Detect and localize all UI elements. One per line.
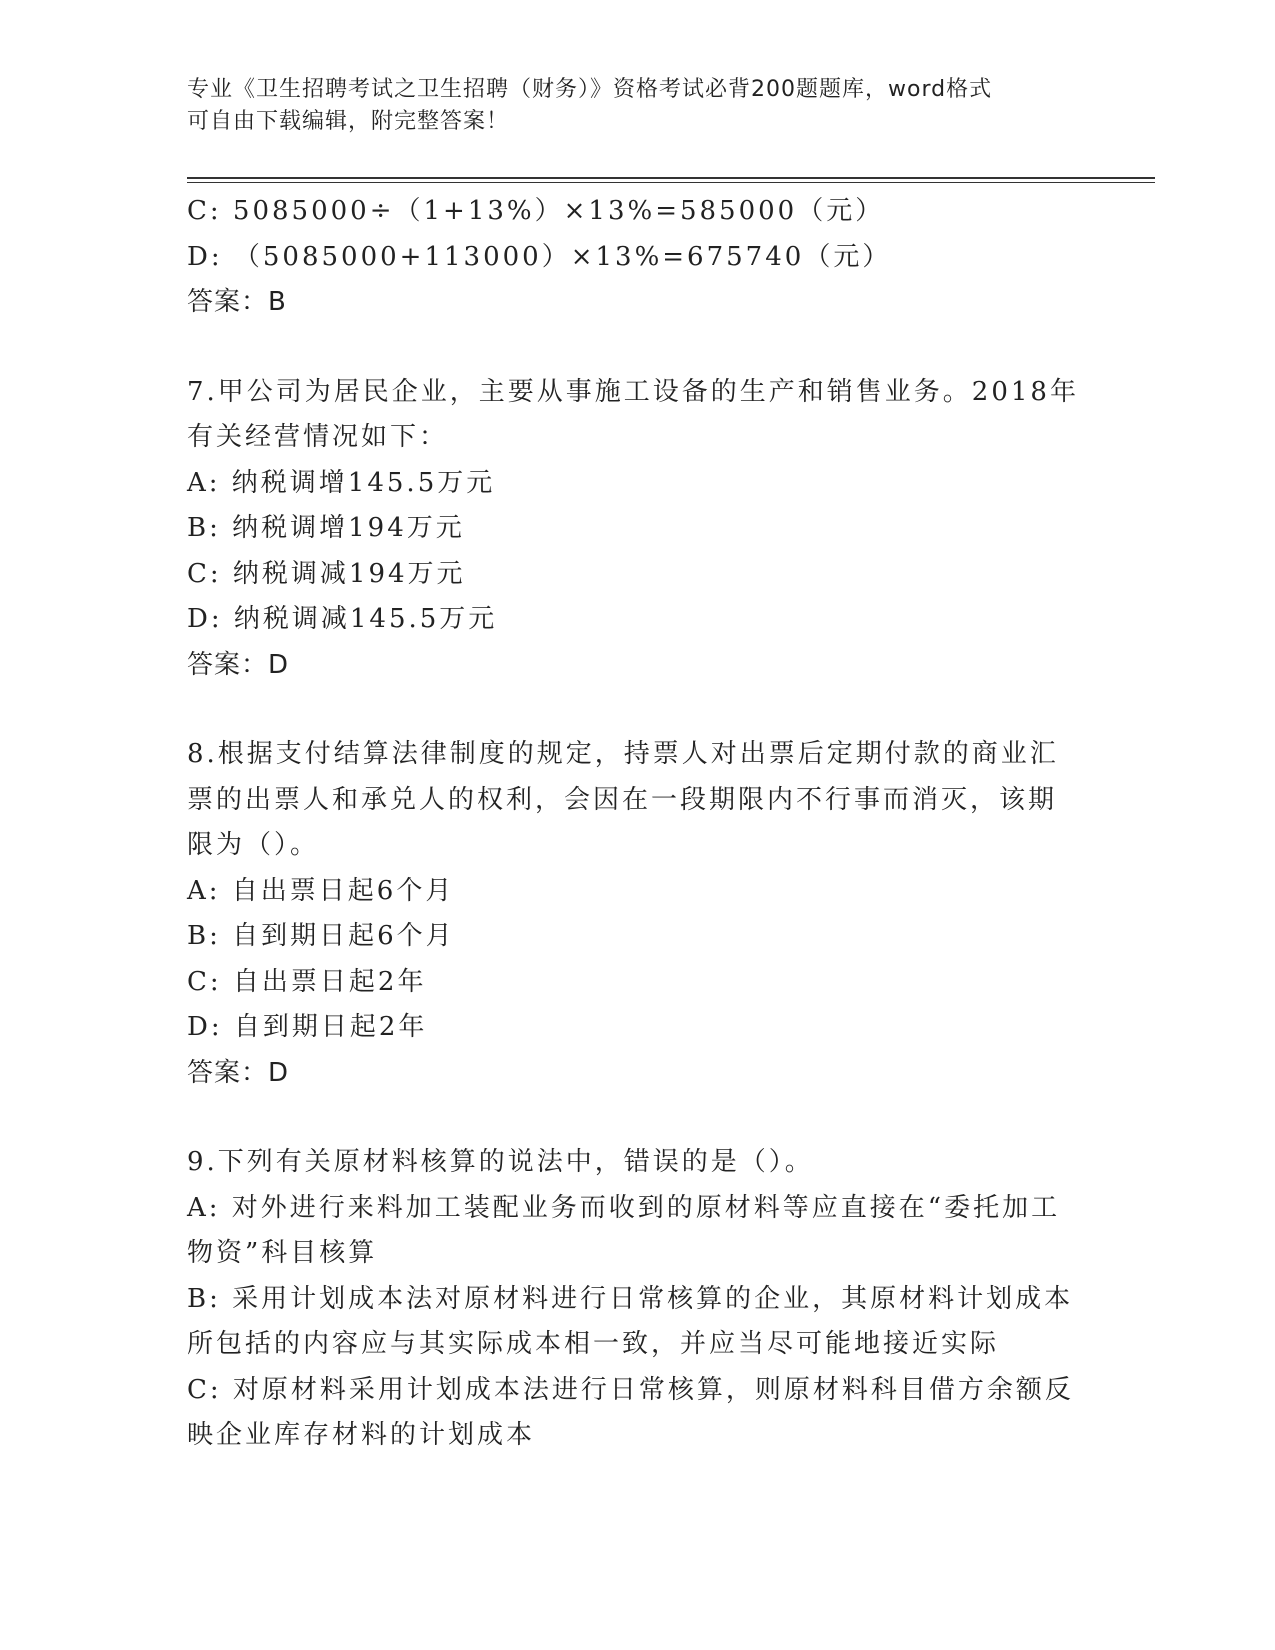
answer-line: 答案：D xyxy=(187,649,290,680)
question-block-prev xyxy=(187,189,1087,326)
question-block-9 xyxy=(187,1140,1087,1459)
question-stem: 限为（）。 xyxy=(187,830,320,860)
option-d: D: 纳税调减145.5万元 xyxy=(187,604,498,634)
option-c: C: 5085000÷（1+13%）×13%=585000（元） xyxy=(187,196,885,226)
document-body xyxy=(187,189,1087,1459)
document-header xyxy=(187,74,1087,138)
question-stem: 9.下列有关原材料核算的说法中，错误的是（）。 xyxy=(187,1147,814,1177)
header-divider-thin xyxy=(187,182,1155,183)
question-stem: 有关经营情况如下： xyxy=(187,422,449,452)
question-stem: 票的出票人和承兑人的权利，会因在一段期限内不行事而消灭，该期 xyxy=(187,784,1058,815)
option-c: C: 自出票日起2年 xyxy=(187,966,427,997)
header-title-line-1: 专业《卫生招聘考试之卫生招聘（财务）》资格考试必背200题题库，word格式 xyxy=(187,77,993,102)
option-c: C: 纳税调减194万元 xyxy=(187,558,466,589)
option-d: D: （5085000+113000）×13%=675740（元） xyxy=(187,241,892,272)
option-b-continued: 所包括的内容应与其实际成本相一致，并应当尽可能地接近实际 xyxy=(187,1329,1000,1359)
option-c-continued: 映企业库存材料的计划成本 xyxy=(187,1420,536,1450)
answer-line: 答案：B xyxy=(187,287,287,317)
option-a: A: 对外进行来料加工装配业务而收到的原材料等应直接在“委托加工 xyxy=(187,1192,1061,1223)
question-block-8 xyxy=(187,732,1087,1096)
option-c: C: 对原材料采用计划成本法进行日常核算，则原材料科目借方余额反 xyxy=(187,1374,1074,1405)
option-a-continued: 物资”科目核算 xyxy=(187,1238,378,1268)
header-divider-thick xyxy=(187,177,1155,179)
question-block-7 xyxy=(187,370,1087,689)
question-stem: 8.根据支付结算法律制度的规定，持票人对出票后定期付款的商业汇 xyxy=(187,739,1059,769)
answer-line: 答案：D xyxy=(187,1057,290,1088)
header-title-line-2: 可自由下载编辑，附完整答案！ xyxy=(187,109,510,134)
option-d: D: 自到期日起2年 xyxy=(187,1012,428,1042)
option-a: A: 自出票日起6个月 xyxy=(187,875,455,906)
option-a: A: 纳税调增145.5万元 xyxy=(187,467,496,498)
spacer xyxy=(187,688,1087,732)
question-stem: 7.甲公司为居民企业，主要从事施工设备的生产和销售业务。2018年 xyxy=(187,376,1079,407)
spacer xyxy=(187,326,1087,370)
option-b: B: 自到期日起6个月 xyxy=(187,921,455,951)
option-b: B: 采用计划成本法对原材料进行日常核算的企业，其原材料计划成本 xyxy=(187,1283,1074,1314)
option-b: B: 纳税调增194万元 xyxy=(187,513,465,543)
spacer xyxy=(187,1096,1087,1140)
